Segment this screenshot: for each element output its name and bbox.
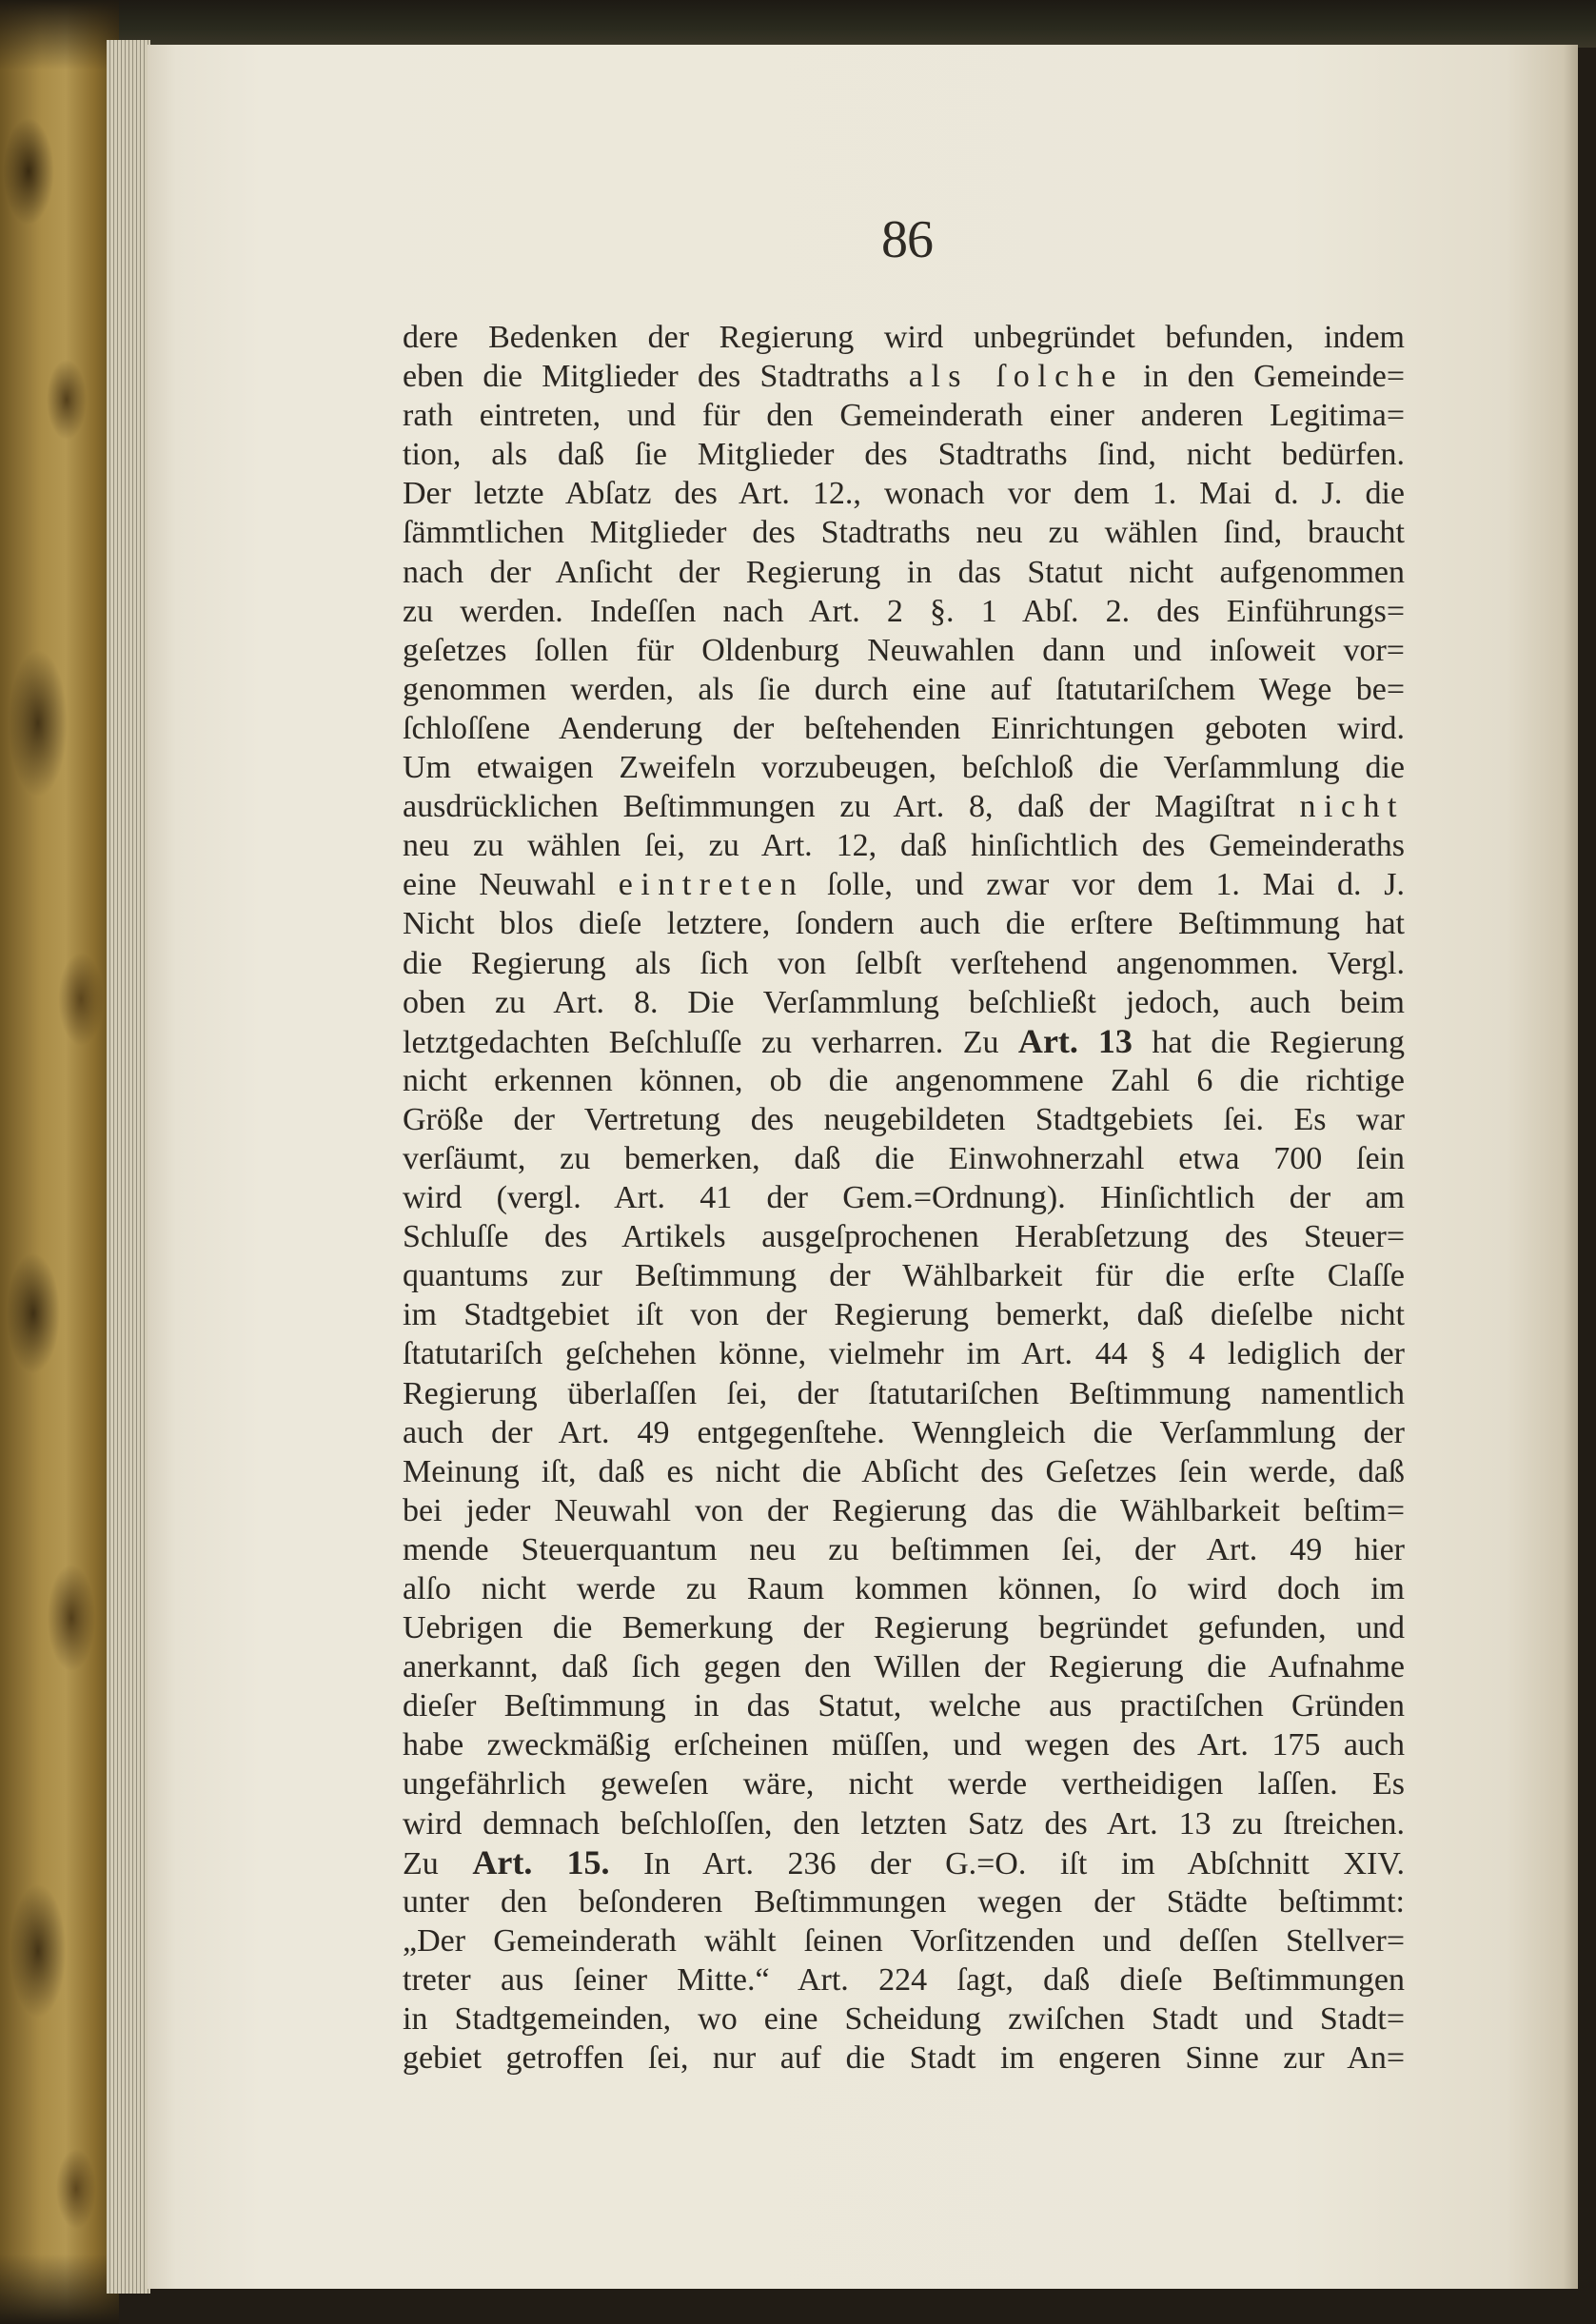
line-text: in den Gemeinde= xyxy=(1123,359,1405,395)
scan-top-border xyxy=(0,0,1596,48)
text-line: ſtatutariſch geſchehen könne, vielmehr im Art. 44 § 4 lediglich der xyxy=(403,1336,1405,1372)
text-line: Meinung iſt, daß es nicht die Abſicht des Geſetzes ſein werde, daß xyxy=(403,1453,1405,1489)
page-number: 86 xyxy=(881,210,933,269)
text-line: bei jeder Neuwahl von der Regierung das die Wählbarkeit beſtim= xyxy=(403,1492,1405,1528)
text-line xyxy=(403,357,1405,396)
text-line: Regierung überlaſſen ſei, der ſtatutariſchen Beſtimmung namentlich xyxy=(403,1375,1405,1411)
emphasized-text: eintreten xyxy=(618,867,805,903)
text-line: Der letzte Abſatz des Art. 12., wonach vor dem 1. Mai d. J. die xyxy=(403,476,1405,512)
text-line: Nicht blos dieſe letztere, ſondern auch die erſtere Beſtimmung hat xyxy=(403,906,1405,942)
text-line: genommen werden, als ſie durch eine auf ſtatutariſchem Wege be= xyxy=(403,671,1405,707)
body-text xyxy=(403,318,1405,2078)
text-line: nach der Anſicht der Regierung in das Statut nicht aufgenommen xyxy=(403,554,1405,590)
line-text: ſolle, und zwar vor dem 1. Mai d. J. xyxy=(804,867,1405,903)
text-line: tion, als daß ſie Mitglieder des Stadtraths ſind, nicht bedürfen. xyxy=(403,437,1405,473)
article-heading: Art. 13 xyxy=(1017,1021,1133,1060)
text-line: nicht erkennen können, ob die angenommene Zahl 6 die richtige xyxy=(403,1062,1405,1098)
line-text: eine Neuwahl xyxy=(403,867,619,903)
text-line: wird (vergl. Art. 41 der Gem.=Ordnung). Hinſichtlich der am xyxy=(403,1180,1405,1216)
text-line: geſetzes ſollen für Oldenburg Neuwahlen dann und inſoweit vor= xyxy=(403,632,1405,668)
text-line: in Stadtgemeinden, wo eine Scheidung zwiſchen Stadt und Stadt= xyxy=(403,2001,1405,2038)
text-line: auch der Art. 49 entgegenſtehe. Wenngleich die Verſammlung der xyxy=(403,1414,1405,1450)
article-heading: Art. 15. xyxy=(472,1842,610,1881)
emphasized-text: als ſolche xyxy=(908,359,1124,395)
text-line: anerkannt, daß ſich gegen den Willen der Regierung die Aufnahme xyxy=(403,1649,1405,1685)
book-page xyxy=(148,45,1578,2289)
text-line: habe zweckmäßig erſcheinen müſſen, und wegen des Art. 175 auch xyxy=(403,1727,1405,1763)
text-line: verſäumt, zu bemerken, daß die Einwohnerzahl etwa 700 ſein xyxy=(403,1140,1405,1176)
text-line: treter aus ſeiner Mitte.“ Art. 224 ſagt, daß dieſe Beſtimmungen xyxy=(403,1961,1405,1998)
text-line: neu zu wählen ſei, zu Art. 12, daß hinſichtlich des Gemeinderaths xyxy=(403,828,1405,864)
text-line: oben zu Art. 8. Die Verſammlung beſchließt jedoch, auch beim xyxy=(403,984,1405,1020)
text-line xyxy=(403,1843,1405,1882)
text-line: Uebrigen die Bemerkung der Regierung begründet gefunden, und xyxy=(403,1610,1405,1646)
text-line: alſo nicht werde zu Raum kommen können, ſo wird doch im xyxy=(403,1571,1405,1606)
text-line: zu werden. Indeſſen nach Art. 2 §. 1 Abſ. 2. des Einführungs= xyxy=(403,593,1405,629)
line-text: Zu xyxy=(403,1845,473,1881)
page-stack-edges xyxy=(107,40,150,2294)
text-line: Um etwaigen Zweifeln vorzubeugen, beſchloß die Verſammlung die xyxy=(403,750,1405,786)
text-line: quantums zur Beſtimmung der Wählbarkeit für die erſte Claſſe xyxy=(403,1258,1405,1294)
text-line: „Der Gemeinderath wählt ſeinen Vorſitzenden und deſſen Stellver= xyxy=(403,1922,1405,1959)
line-text: eben die Mitglieder des Stadtraths xyxy=(403,359,909,395)
text-line xyxy=(403,865,1405,904)
book-cover-edge xyxy=(0,0,119,2324)
text-line: dere Bedenken der Regierung wird unbegründet befunden, indem xyxy=(403,320,1405,355)
text-line: Größe der Vertretung des neugebildeten Stadtgebiets ſei. Es war xyxy=(403,1101,1405,1137)
text-line: rath eintreten, und für den Gemeinderath einer anderen Legitima= xyxy=(403,398,1405,434)
text-line: im Stadtgebiet iſt von der Regierung bemerkt, daß dieſelbe nicht xyxy=(403,1297,1405,1333)
text-line: Schluſſe des Artikels ausgeſprochenen Herabſetzung des Steuer= xyxy=(403,1219,1405,1255)
text-line: ungefährlich geweſen wäre, nicht werde vertheidigen laſſen. Es xyxy=(403,1766,1405,1802)
text-line xyxy=(403,1022,1405,1061)
text-line: ſchloſſene Aenderung der beſtehenden Einrichtungen geboten wird. xyxy=(403,710,1405,746)
text-line xyxy=(403,787,1405,826)
text-line: mende Steuerquantum neu zu beſtimmen ſei, der Art. 49 hier xyxy=(403,1531,1405,1567)
line-text: letztgedachten Beſchluſſe zu verharren. Zu xyxy=(403,1024,1018,1060)
line-text: hat die Regierung xyxy=(1132,1024,1405,1060)
text-line: unter den beſonderen Beſtimmungen wegen der Städte beſtimmt: xyxy=(403,1883,1405,1920)
line-text: In Art. 236 der G.=O. iſt im Abſchnitt XIV. xyxy=(609,1845,1405,1881)
text-line: die Regierung als ſich von ſelbſt verſtehend angenommen. Vergl. xyxy=(403,945,1405,981)
text-line: ſämmtlichen Mitglieder des Stadtraths neu zu wählen ſind, braucht xyxy=(403,515,1405,551)
emphasized-text: nicht xyxy=(1299,789,1405,825)
line-text: ausdrücklichen Beſtimmungen zu Art. 8, daß der Magiſtrat xyxy=(403,789,1300,825)
text-line: gebiet getroffen ſei, nur auf die Stadt im engeren Sinne zur An= xyxy=(403,2040,1405,2077)
text-line: dieſer Beſtimmung in das Statut, welche aus practiſchen Gründen xyxy=(403,1688,1405,1724)
text-line: wird demnach beſchloſſen, den letzten Satz des Art. 13 zu ſtreichen. xyxy=(403,1805,1405,1841)
